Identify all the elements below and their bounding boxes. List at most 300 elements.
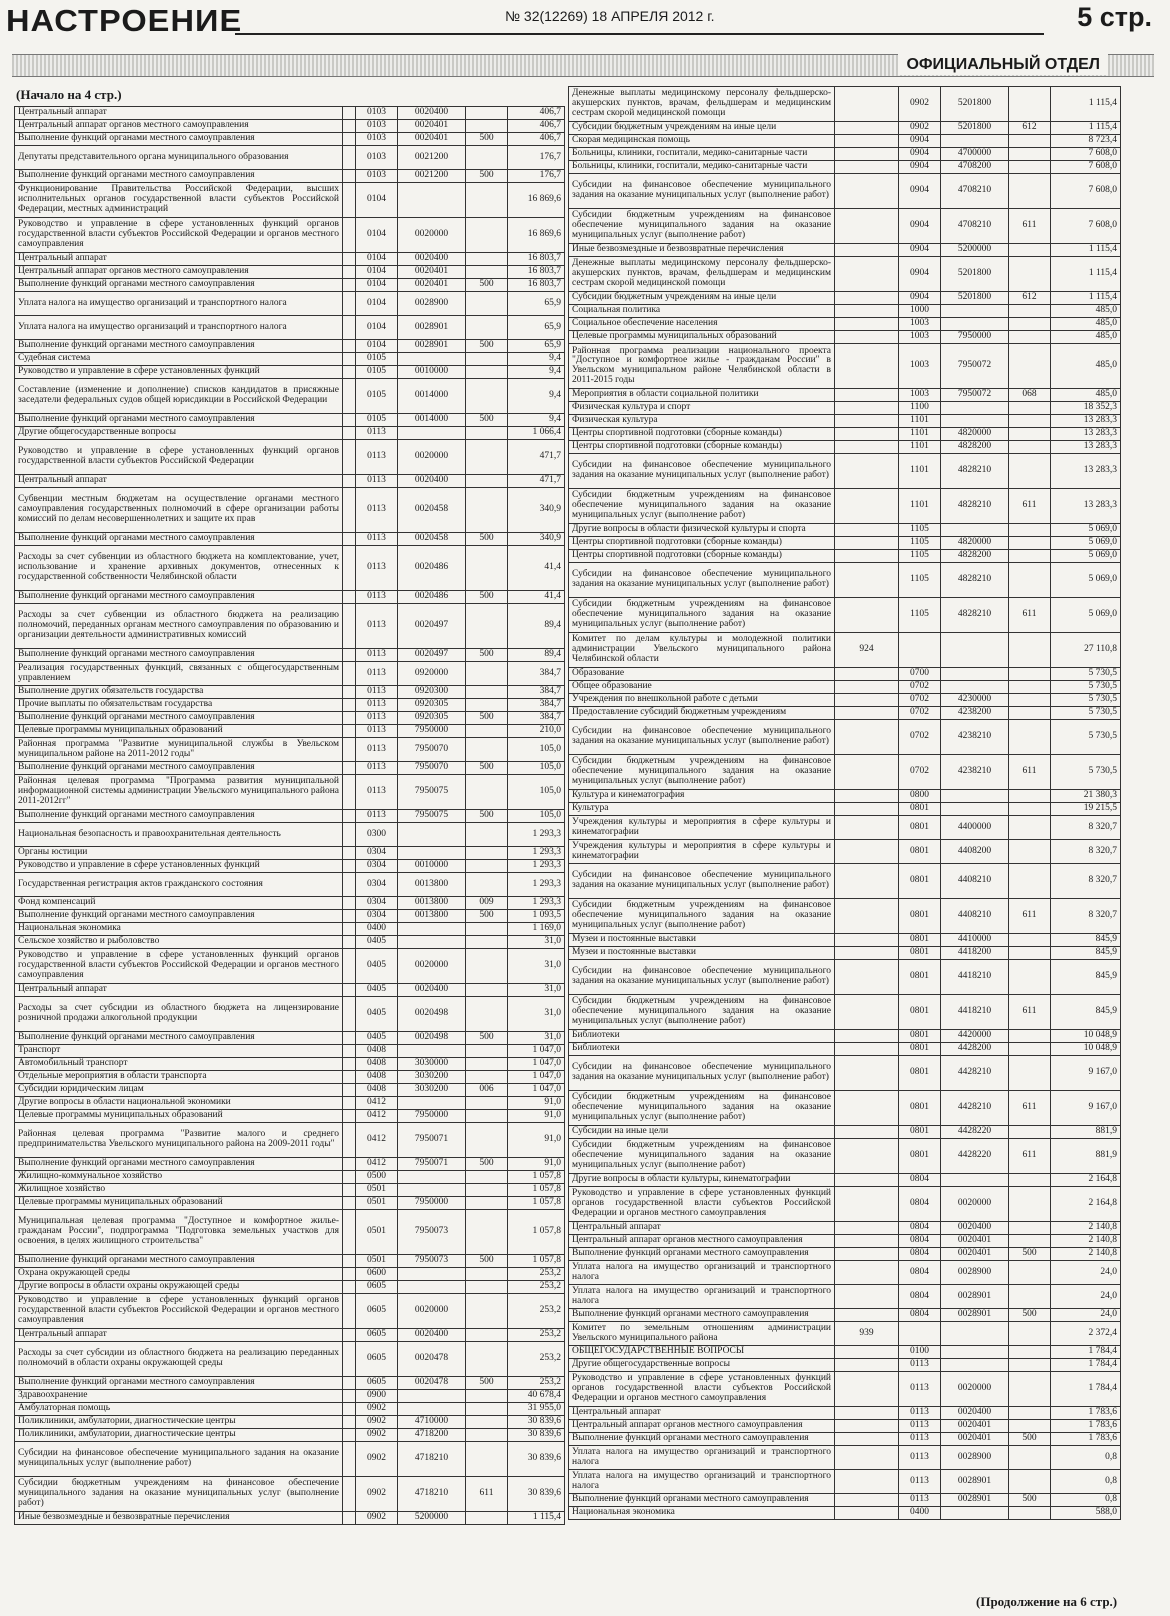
row-code — [835, 947, 899, 960]
table-row — [569, 816, 1121, 840]
table-row — [15, 279, 565, 292]
row-type — [466, 146, 508, 170]
row-type: 611 — [1009, 899, 1051, 934]
row-name: Центральный аппарат органов местного самоуправления — [569, 1235, 835, 1248]
row-code — [343, 1071, 356, 1084]
row-section: 0104 — [356, 218, 398, 253]
row-name: Центры спортивной подготовки (сборные команды) — [569, 428, 835, 441]
row-amount: 5 069,0 — [1051, 550, 1121, 563]
row-article: 0020000 — [398, 949, 466, 984]
row-article: 4828210 — [941, 563, 1009, 598]
table-row — [569, 1433, 1121, 1446]
row-code — [835, 1507, 899, 1520]
row-name: Центральный аппарат органов местного самоуправления — [15, 266, 343, 279]
row-section: 1003 — [899, 344, 941, 389]
row-type — [466, 1329, 508, 1342]
row-type: 009 — [466, 897, 508, 910]
row-name: Национальная экономика — [15, 923, 343, 936]
row-code — [343, 1058, 356, 1071]
row-section: 0113 — [356, 488, 398, 533]
table-row — [15, 1071, 565, 1084]
row-code — [835, 864, 899, 899]
row-section: 0113 — [899, 1446, 941, 1470]
row-type — [1009, 1030, 1051, 1043]
row-section: 0304 — [356, 897, 398, 910]
row-article — [398, 1184, 466, 1197]
row-article: 0020401 — [398, 279, 466, 292]
row-article — [398, 1403, 466, 1416]
row-section: 0902 — [899, 122, 941, 135]
row-type — [466, 823, 508, 847]
row-code — [835, 1126, 899, 1139]
row-type — [466, 316, 508, 340]
row-code: 939 — [835, 1322, 899, 1346]
row-article: 4828200 — [941, 550, 1009, 563]
row-section: 0904 — [899, 135, 941, 148]
row-article: 0028901 — [941, 1470, 1009, 1494]
page-number: 5 стр. — [1077, 2, 1152, 32]
row-type: 611 — [1009, 598, 1051, 633]
row-section: 0113 — [899, 1494, 941, 1507]
row-code — [835, 563, 899, 598]
row-article: 7950070 — [398, 762, 466, 775]
row-code — [343, 340, 356, 353]
table-row — [15, 949, 565, 984]
row-name: Субсидии на финансовое обеспечение муниципального задания на оказание муниципальных услуг (выполнение работ) — [569, 720, 835, 755]
row-amount: 1 784,4 — [1051, 1359, 1121, 1372]
row-amount: 91,0 — [508, 1097, 565, 1110]
row-name: Центральный аппарат — [569, 1222, 835, 1235]
row-code — [343, 414, 356, 427]
row-article: 0020497 — [398, 604, 466, 649]
table-row — [15, 1390, 565, 1403]
row-name: Центральный аппарат — [15, 253, 343, 266]
row-amount: 105,0 — [508, 762, 565, 775]
table-row — [15, 686, 565, 699]
row-article: 0010000 — [398, 366, 466, 379]
row-amount: 5 069,0 — [1051, 563, 1121, 598]
row-type — [1009, 331, 1051, 344]
row-type: 500 — [1009, 1309, 1051, 1322]
row-type — [466, 266, 508, 279]
row-type — [466, 292, 508, 316]
table-row — [569, 1407, 1121, 1420]
table-row — [15, 1442, 565, 1477]
row-article: 3030000 — [398, 1058, 466, 1071]
row-article — [398, 1281, 466, 1294]
row-code — [343, 712, 356, 725]
row-amount: 21 380,3 — [1051, 790, 1121, 803]
row-code — [343, 316, 356, 340]
row-type — [466, 662, 508, 686]
row-code — [835, 694, 899, 707]
row-section — [899, 633, 941, 668]
row-article: 0020458 — [398, 533, 466, 546]
row-type — [466, 1097, 508, 1110]
row-section: 1105 — [899, 537, 941, 550]
row-section: 0801 — [899, 1126, 941, 1139]
row-name: Музеи и постоянные выставки — [569, 947, 835, 960]
row-type — [466, 923, 508, 936]
row-section: 0105 — [356, 379, 398, 414]
row-type — [1009, 1322, 1051, 1346]
row-section: 0600 — [356, 1268, 398, 1281]
row-code — [343, 949, 356, 984]
table-row — [15, 873, 565, 897]
row-section: 0304 — [356, 873, 398, 897]
row-amount: 8 320,7 — [1051, 864, 1121, 899]
row-amount: 0,8 — [1051, 1494, 1121, 1507]
row-type — [1009, 681, 1051, 694]
row-section: 0801 — [899, 960, 941, 995]
row-article: 0020486 — [398, 591, 466, 604]
row-code — [343, 860, 356, 873]
row-name: Национальная экономика — [569, 1507, 835, 1520]
row-article: 0014000 — [398, 379, 466, 414]
row-code — [343, 1442, 356, 1477]
row-section: 0400 — [899, 1507, 941, 1520]
row-name: ОБЩЕГОСУДАРСТВЕННЫЕ ВОПРОСЫ — [569, 1346, 835, 1359]
row-article — [398, 847, 466, 860]
row-name: Руководство и управление в сфере установленных функций органов государственной власти субъектов Российской Федерации и органов местного самоуправления — [15, 218, 343, 253]
table-row — [569, 244, 1121, 257]
row-type — [466, 253, 508, 266]
row-amount: 176,7 — [508, 146, 565, 170]
row-article — [941, 1346, 1009, 1359]
row-type — [1009, 1126, 1051, 1139]
row-amount: 7 608,0 — [1051, 209, 1121, 244]
table-row — [15, 738, 565, 762]
row-code — [835, 840, 899, 864]
row-article: 3030200 — [398, 1084, 466, 1097]
row-name: Выполнение функций органами местного самоуправления — [15, 591, 343, 604]
row-code — [835, 257, 899, 292]
row-type — [1009, 947, 1051, 960]
row-section: 0113 — [899, 1359, 941, 1372]
row-type: 500 — [466, 1377, 508, 1390]
row-type — [466, 775, 508, 810]
row-article — [398, 936, 466, 949]
table-row — [15, 1281, 565, 1294]
row-type — [466, 1512, 508, 1525]
row-name: Центры спортивной подготовки (сборные команды) — [569, 537, 835, 550]
row-section: 0702 — [899, 707, 941, 720]
row-type: 611 — [1009, 995, 1051, 1030]
row-section: 0103 — [356, 107, 398, 120]
row-section: 0113 — [356, 686, 398, 699]
row-code — [835, 1433, 899, 1446]
row-name: Целевые программы муниципальных образований — [15, 1110, 343, 1123]
row-article: 7950000 — [398, 1110, 466, 1123]
row-name: Руководство и управление в сфере установленных функций органов государственной власти субъектов Российской Федерации и органов местного самоуправления — [569, 1372, 835, 1407]
issue-info: № 32(12269) 18 АПРЕЛЯ 2012 г. — [505, 8, 715, 24]
table-row — [569, 1222, 1121, 1235]
row-type — [466, 738, 508, 762]
row-amount: 105,0 — [508, 775, 565, 810]
row-type — [1009, 1359, 1051, 1372]
row-name: Расходы за счет субсидии из областного бюджета на лицензирование розничной продажи алкогольной продукции — [15, 997, 343, 1032]
row-name: Центральный аппарат — [15, 107, 343, 120]
table-row — [569, 1285, 1121, 1309]
row-section: 0700 — [899, 668, 941, 681]
table-row — [15, 1032, 565, 1045]
row-amount: 31,0 — [508, 1032, 565, 1045]
row-name: Руководство и управление в сфере установленных функций органов государственной власти субъектов Российской Федерации — [15, 440, 343, 475]
row-section: 1003 — [899, 389, 941, 402]
row-code — [835, 87, 899, 122]
row-type: 611 — [1009, 755, 1051, 790]
row-type: 500 — [466, 533, 508, 546]
row-type — [466, 873, 508, 897]
row-amount: 253,2 — [508, 1329, 565, 1342]
table-row — [569, 148, 1121, 161]
row-article: 0028900 — [941, 1261, 1009, 1285]
row-amount: 210,0 — [508, 725, 565, 738]
table-row — [569, 633, 1121, 668]
table-row — [569, 1056, 1121, 1091]
row-article — [398, 923, 466, 936]
row-name: Целевые программы муниципальных образований — [569, 331, 835, 344]
row-name: Библиотеки — [569, 1043, 835, 1056]
row-amount: 7 608,0 — [1051, 174, 1121, 209]
table-row — [569, 563, 1121, 598]
row-article — [941, 135, 1009, 148]
row-type: 500 — [466, 712, 508, 725]
table-row — [15, 936, 565, 949]
row-section: 0801 — [899, 816, 941, 840]
row-article — [941, 681, 1009, 694]
row-section: 0904 — [899, 257, 941, 292]
row-name: Другие общегосударственные вопросы — [569, 1359, 835, 1372]
table-row — [15, 1210, 565, 1255]
row-section: 0801 — [899, 995, 941, 1030]
row-section: 0405 — [356, 1032, 398, 1045]
row-article: 3030200 — [398, 1071, 466, 1084]
row-type: 500 — [466, 133, 508, 146]
row-code — [343, 1045, 356, 1058]
row-name: Центральный аппарат — [15, 475, 343, 488]
row-code — [343, 662, 356, 686]
table-row — [569, 1235, 1121, 1248]
row-name: Целевые программы муниципальных образований — [15, 725, 343, 738]
row-amount: 0,8 — [1051, 1446, 1121, 1470]
row-amount: 845,9 — [1051, 960, 1121, 995]
row-amount: 7 608,0 — [1051, 161, 1121, 174]
table-row — [15, 1255, 565, 1268]
table-row — [569, 402, 1121, 415]
row-amount: 27 110,8 — [1051, 633, 1121, 668]
row-name: Больницы, клиники, госпитали, медико-санитарные части — [569, 148, 835, 161]
row-amount: 65,9 — [508, 340, 565, 353]
row-code — [835, 305, 899, 318]
row-article: 0020458 — [398, 488, 466, 533]
row-name: Уплата налога на имущество организаций и транспортного налога — [15, 292, 343, 316]
row-type — [1009, 707, 1051, 720]
row-type — [466, 1281, 508, 1294]
row-article: 4238210 — [941, 720, 1009, 755]
table-row — [569, 415, 1121, 428]
row-type — [466, 686, 508, 699]
row-code — [835, 803, 899, 816]
row-article — [398, 353, 466, 366]
row-amount: 65,9 — [508, 292, 565, 316]
row-section: 0104 — [356, 340, 398, 353]
row-article: 5201800 — [941, 122, 1009, 135]
row-section: 0904 — [899, 148, 941, 161]
row-code — [343, 1197, 356, 1210]
row-section: 0113 — [356, 762, 398, 775]
table-row — [569, 1372, 1121, 1407]
row-type — [1009, 790, 1051, 803]
row-type — [1009, 563, 1051, 598]
table-row — [569, 707, 1121, 720]
row-article: 0010000 — [398, 860, 466, 873]
row-type — [1009, 174, 1051, 209]
row-section: 0113 — [899, 1470, 941, 1494]
row-name: Другие вопросы в области культуры, кинематографии — [569, 1174, 835, 1187]
row-name: Выполнение функций органами местного самоуправления — [15, 649, 343, 662]
table-row — [569, 598, 1121, 633]
row-type — [1009, 244, 1051, 257]
row-article: 0028900 — [398, 292, 466, 316]
row-code — [343, 910, 356, 923]
row-article: 0013800 — [398, 910, 466, 923]
row-code — [835, 524, 899, 537]
row-code — [835, 681, 899, 694]
row-code — [835, 537, 899, 550]
row-amount: 485,0 — [1051, 389, 1121, 402]
table-row — [15, 762, 565, 775]
row-article: 5200000 — [941, 244, 1009, 257]
row-amount: 13 283,3 — [1051, 489, 1121, 524]
row-amount: 30 839,6 — [508, 1429, 565, 1442]
row-amount: 1 057,8 — [508, 1171, 565, 1184]
row-amount: 881,9 — [1051, 1126, 1121, 1139]
row-name: Комитет по делам культуры и молодежной политики администрации Увельского муниципального района Челябинской области — [569, 633, 835, 668]
row-amount: 176,7 — [508, 170, 565, 183]
row-article: 5201800 — [941, 257, 1009, 292]
table-row — [569, 840, 1121, 864]
row-article: 0020000 — [941, 1187, 1009, 1222]
row-code — [343, 366, 356, 379]
section-title: ОФИЦИАЛЬНЫЙ ОТДЕЛ — [898, 54, 1108, 75]
row-section: 0104 — [356, 266, 398, 279]
row-article: 4708210 — [941, 209, 1009, 244]
row-section: 0104 — [356, 292, 398, 316]
row-article: 0020401 — [941, 1235, 1009, 1248]
row-amount: 588,0 — [1051, 1507, 1121, 1520]
row-type — [1009, 1235, 1051, 1248]
table-row — [15, 316, 565, 340]
row-article: 0020478 — [398, 1342, 466, 1377]
row-amount: 1 115,4 — [1051, 292, 1121, 305]
row-section: 0702 — [899, 694, 941, 707]
row-code — [343, 440, 356, 475]
table-row — [569, 1494, 1121, 1507]
row-article: 7950073 — [398, 1210, 466, 1255]
row-amount: 471,7 — [508, 440, 565, 475]
table-row — [15, 107, 565, 120]
row-code — [343, 1158, 356, 1171]
row-type — [1009, 694, 1051, 707]
row-code — [343, 810, 356, 823]
row-code — [343, 1512, 356, 1525]
row-article: 4408200 — [941, 840, 1009, 864]
table-row — [569, 331, 1121, 344]
row-amount: 881,9 — [1051, 1139, 1121, 1174]
table-row — [569, 550, 1121, 563]
row-code — [343, 873, 356, 897]
row-article — [398, 1045, 466, 1058]
row-section: 0501 — [356, 1210, 398, 1255]
row-type: 500 — [1009, 1248, 1051, 1261]
row-type — [1009, 1222, 1051, 1235]
row-article: 0020401 — [398, 133, 466, 146]
row-code — [835, 344, 899, 389]
row-article: 5201800 — [941, 292, 1009, 305]
row-section: 0113 — [356, 440, 398, 475]
row-code — [343, 699, 356, 712]
table-row — [569, 1248, 1121, 1261]
row-section: 0113 — [899, 1407, 941, 1420]
table-row — [15, 546, 565, 591]
row-code — [343, 686, 356, 699]
row-name: Музеи и постоянные выставки — [569, 934, 835, 947]
row-amount: 1 784,4 — [1051, 1346, 1121, 1359]
row-code — [835, 122, 899, 135]
row-code — [835, 1446, 899, 1470]
table-row — [15, 997, 565, 1032]
row-name: Учреждения культуры и мероприятия в сфере культуры и кинематографии — [569, 816, 835, 840]
row-code — [835, 402, 899, 415]
row-article: 4428220 — [941, 1139, 1009, 1174]
row-code — [343, 253, 356, 266]
row-name: Выполнение функций органами местного самоуправления — [569, 1433, 835, 1446]
row-type — [466, 984, 508, 997]
row-amount: 1 057,8 — [508, 1210, 565, 1255]
row-article — [398, 427, 466, 440]
row-code — [835, 428, 899, 441]
row-section: 0113 — [356, 775, 398, 810]
row-section: 0904 — [899, 292, 941, 305]
row-code — [835, 1030, 899, 1043]
row-amount: 24,0 — [1051, 1309, 1121, 1322]
row-article: 5200000 — [398, 1512, 466, 1525]
table-row — [15, 923, 565, 936]
row-code — [835, 415, 899, 428]
row-name: Целевые программы муниципальных образований — [15, 1197, 343, 1210]
row-type: 500 — [466, 649, 508, 662]
row-amount: 1 115,4 — [1051, 87, 1121, 122]
row-article — [941, 1174, 1009, 1187]
row-name: Выполнение функций органами местного самоуправления — [15, 1255, 343, 1268]
row-section: 0500 — [356, 1171, 398, 1184]
row-code — [343, 279, 356, 292]
row-name: Муниципальная целевая программа "Доступное и комфортное жилье-гражданам России", подпрограмма "Подготовка земельных участков для освоения, в целях жилищного строительства" — [15, 1210, 343, 1255]
table-row — [15, 253, 565, 266]
table-row — [15, 1268, 565, 1281]
row-section: 0113 — [899, 1420, 941, 1433]
row-name: Библиотеки — [569, 1030, 835, 1043]
table-row — [15, 292, 565, 316]
row-section: 0804 — [899, 1187, 941, 1222]
row-type — [466, 1342, 508, 1377]
row-name: Мероприятия в области социальной политики — [569, 389, 835, 402]
row-name: Прочие выплаты по обязательствам государства — [15, 699, 343, 712]
table-row — [569, 489, 1121, 524]
row-type — [466, 546, 508, 591]
row-name: Судебная система — [15, 353, 343, 366]
